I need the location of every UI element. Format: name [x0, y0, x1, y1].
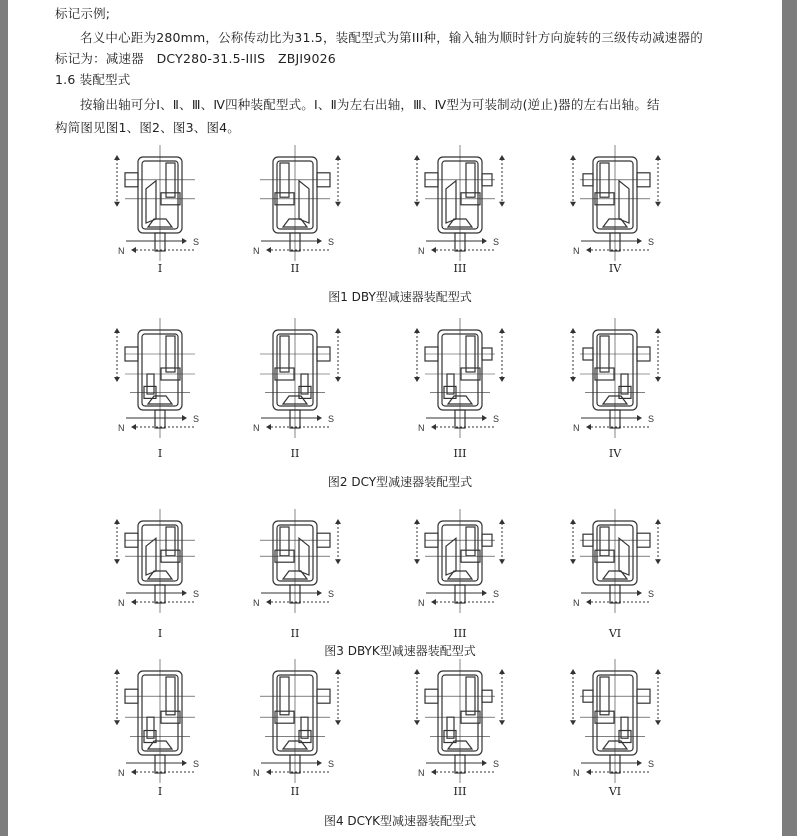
- assembly-type-label: III: [453, 627, 467, 640]
- gear-shaft: [621, 717, 628, 738]
- arrow-head: [114, 669, 120, 674]
- gear-shaft: [301, 717, 308, 738]
- south-label: S: [193, 414, 200, 424]
- gearbox-diagram-dbyk-0: [114, 509, 199, 613]
- arrow-head: [335, 377, 341, 382]
- example-line-2: 标记为：减速器 DCY280-31.5-IIIS ZBJI9026: [55, 51, 336, 66]
- assembly-type-label: I: [157, 785, 163, 798]
- gearbox-diagram-dcyk-3: [570, 659, 661, 783]
- arrow-head: [570, 202, 576, 207]
- arrow-head: [317, 590, 322, 596]
- arrow-head: [182, 238, 187, 244]
- assembly-type-label: VI: [608, 627, 622, 640]
- north-label: N: [253, 598, 260, 608]
- north-label: N: [118, 246, 125, 256]
- arrow-head: [266, 424, 271, 430]
- arrow-head: [499, 328, 505, 333]
- south-label: S: [328, 759, 335, 769]
- gear-shaft: [166, 527, 175, 556]
- arrow-head: [414, 202, 420, 207]
- arrow-head: [655, 328, 661, 333]
- north-label: N: [118, 423, 125, 433]
- arrow-head: [414, 377, 420, 382]
- arrow-head: [182, 415, 187, 421]
- bevel-gear: [146, 181, 156, 223]
- paragraph-line-1: 按输出轴可分Ⅰ、Ⅱ、Ⅲ、Ⅳ四种装配型式。Ⅰ、Ⅱ为左右出轴，Ⅲ、Ⅳ型为可装制动(逆止)器的左右出轴。结: [80, 97, 660, 112]
- arrow-head: [335, 328, 341, 333]
- assembly-type-label: IV: [608, 262, 622, 275]
- arrow-head: [499, 669, 505, 674]
- south-label: S: [493, 237, 500, 247]
- bevel-gear: [619, 538, 629, 575]
- arrow-head: [266, 247, 271, 253]
- arrow-head: [335, 519, 341, 524]
- south-label: S: [328, 237, 335, 247]
- arrow-head: [114, 202, 120, 207]
- gearbox-diagram-dbyk-2: [414, 509, 505, 613]
- section-heading: 1.6 装配型式: [55, 72, 131, 87]
- arrow-head: [655, 559, 661, 564]
- gearbox-diagram-dcy-2: [414, 318, 505, 438]
- arrow-head: [114, 559, 120, 564]
- figure-caption: 图1 DBY型减速器装配型式: [328, 290, 472, 304]
- arrow-head: [114, 155, 120, 160]
- gearbox-diagram-dcyk-2: [414, 659, 505, 783]
- gearbox-diagram-dbyk-3: [570, 509, 661, 613]
- arrow-head: [335, 559, 341, 564]
- arrow-head: [114, 519, 120, 524]
- arrow-head: [499, 377, 505, 382]
- arrow-head: [317, 238, 322, 244]
- arrow-head: [131, 247, 136, 253]
- bevel-gear: [619, 181, 629, 223]
- gear-shaft: [466, 527, 475, 556]
- gearbox-diagram-dby-1: [253, 145, 341, 261]
- south-label: S: [193, 759, 200, 769]
- paragraph-line-2: 构简图见图1、图2、图3、图4。: [55, 120, 241, 135]
- north-label: N: [253, 768, 260, 778]
- arrow-head: [482, 415, 487, 421]
- figure-caption: 图2 DCY型减速器装配型式: [327, 475, 473, 489]
- assembly-type-label: III: [453, 447, 467, 460]
- gearbox-diagram-dcy-3: [570, 318, 661, 438]
- south-label: S: [493, 759, 500, 769]
- bevel-gear: [146, 538, 156, 575]
- arrow-head: [637, 238, 642, 244]
- arrow-head: [414, 328, 420, 333]
- gearbox-diagram-dcyk-0: [114, 659, 199, 783]
- assembly-type-label: I: [157, 262, 163, 275]
- assembly-type-label: III: [453, 785, 467, 798]
- arrow-head: [499, 720, 505, 725]
- figure-caption: 图4 DCYK型减速器装配型式: [323, 814, 477, 828]
- arrow-head: [414, 155, 420, 160]
- north-label: N: [118, 768, 125, 778]
- bevel-gear: [299, 538, 309, 575]
- assembly-type-label: I: [157, 627, 163, 640]
- south-label: S: [648, 414, 655, 424]
- gear-shaft: [147, 374, 154, 394]
- north-label: N: [418, 598, 425, 608]
- arrow-head: [482, 760, 487, 766]
- arrow-head: [570, 519, 576, 524]
- north-label: N: [573, 598, 580, 608]
- arrow-head: [431, 247, 436, 253]
- north-label: N: [418, 423, 425, 433]
- arrow-head: [114, 377, 120, 382]
- south-label: S: [493, 589, 500, 599]
- arrow-head: [414, 720, 420, 725]
- arrow-head: [499, 519, 505, 524]
- assembly-type-label: II: [290, 447, 300, 460]
- north-label: N: [253, 246, 260, 256]
- south-label: S: [328, 414, 335, 424]
- arrow-head: [114, 328, 120, 333]
- north-label: N: [573, 423, 580, 433]
- arrow-head: [414, 559, 420, 564]
- arrow-head: [414, 519, 420, 524]
- bevel-gear: [446, 538, 456, 575]
- south-label: S: [648, 237, 655, 247]
- arrow-head: [431, 769, 436, 775]
- gearbox-diagram-dcyk-1: [253, 659, 341, 783]
- north-label: N: [573, 768, 580, 778]
- gearbox-diagram-dby-3: [570, 145, 661, 261]
- arrow-head: [335, 669, 341, 674]
- arrow-head: [570, 669, 576, 674]
- figure-caption: 图3 DBYK型减速器装配型式: [324, 644, 476, 658]
- arrow-head: [586, 769, 591, 775]
- arrow-head: [655, 519, 661, 524]
- south-label: S: [648, 589, 655, 599]
- arrow-head: [586, 599, 591, 605]
- arrow-head: [335, 720, 341, 725]
- arrow-head: [655, 202, 661, 207]
- gear-shaft: [447, 374, 454, 394]
- south-label: S: [193, 589, 200, 599]
- arrow-head: [482, 238, 487, 244]
- arrow-head: [586, 247, 591, 253]
- gearbox-diagram-dby-2: [414, 145, 505, 261]
- arrow-head: [414, 669, 420, 674]
- arrow-head: [182, 760, 187, 766]
- arrow-head: [637, 415, 642, 421]
- south-label: S: [328, 589, 335, 599]
- north-label: N: [573, 246, 580, 256]
- arrow-head: [131, 424, 136, 430]
- assembly-type-label: IV: [608, 447, 622, 460]
- assembly-type-label: III: [453, 262, 467, 275]
- gear-shaft: [301, 374, 308, 394]
- gearbox-diagram-dbyk-1: [253, 509, 341, 613]
- south-label: S: [648, 759, 655, 769]
- arrow-head: [114, 720, 120, 725]
- arrow-head: [655, 377, 661, 382]
- arrow-head: [317, 415, 322, 421]
- assembly-type-label: II: [290, 262, 300, 275]
- arrow-head: [655, 720, 661, 725]
- arrow-head: [131, 599, 136, 605]
- arrow-head: [637, 760, 642, 766]
- arrow-head: [499, 202, 505, 207]
- arrow-head: [570, 328, 576, 333]
- north-label: N: [118, 598, 125, 608]
- arrow-head: [655, 669, 661, 674]
- gear-shaft: [447, 717, 454, 738]
- arrow-head: [586, 424, 591, 430]
- south-label: S: [493, 414, 500, 424]
- assembly-type-label: II: [290, 627, 300, 640]
- arrow-head: [570, 155, 576, 160]
- gearbox-diagram-dcy-1: [253, 318, 341, 438]
- north-label: N: [418, 768, 425, 778]
- gear-shaft: [147, 717, 154, 738]
- bevel-gear: [299, 181, 309, 223]
- arrow-head: [655, 155, 661, 160]
- arrow-head: [335, 155, 341, 160]
- arrow-head: [131, 769, 136, 775]
- arrow-head: [335, 202, 341, 207]
- example-heading: 标记示例;: [55, 6, 111, 21]
- gearbox-diagram-dcy-0: [114, 318, 199, 438]
- arrow-head: [499, 559, 505, 564]
- arrow-head: [182, 590, 187, 596]
- north-label: N: [253, 423, 260, 433]
- gear-shaft: [600, 527, 609, 556]
- arrow-head: [317, 760, 322, 766]
- bevel-gear: [446, 181, 456, 223]
- arrow-head: [266, 599, 271, 605]
- arrow-head: [570, 377, 576, 382]
- north-label: N: [418, 246, 425, 256]
- example-line-1: 名义中心距为280mm，公称传动比为31.5，装配型式为第III种，输入轴为顺时针方向旋转的三级传动减速器的: [80, 30, 703, 45]
- arrow-head: [266, 769, 271, 775]
- arrow-head: [431, 424, 436, 430]
- gear-shaft: [280, 527, 289, 556]
- arrow-head: [431, 599, 436, 605]
- south-label: S: [193, 237, 200, 247]
- assembly-type-label: I: [157, 447, 163, 460]
- gearbox-diagram-dby-0: [114, 145, 199, 261]
- gear-shaft: [621, 374, 628, 394]
- arrow-head: [570, 720, 576, 725]
- assembly-type-label: II: [290, 785, 300, 798]
- arrow-head: [499, 155, 505, 160]
- arrow-head: [570, 559, 576, 564]
- arrow-head: [637, 590, 642, 596]
- arrow-head: [482, 590, 487, 596]
- assembly-type-label: VI: [608, 785, 622, 798]
